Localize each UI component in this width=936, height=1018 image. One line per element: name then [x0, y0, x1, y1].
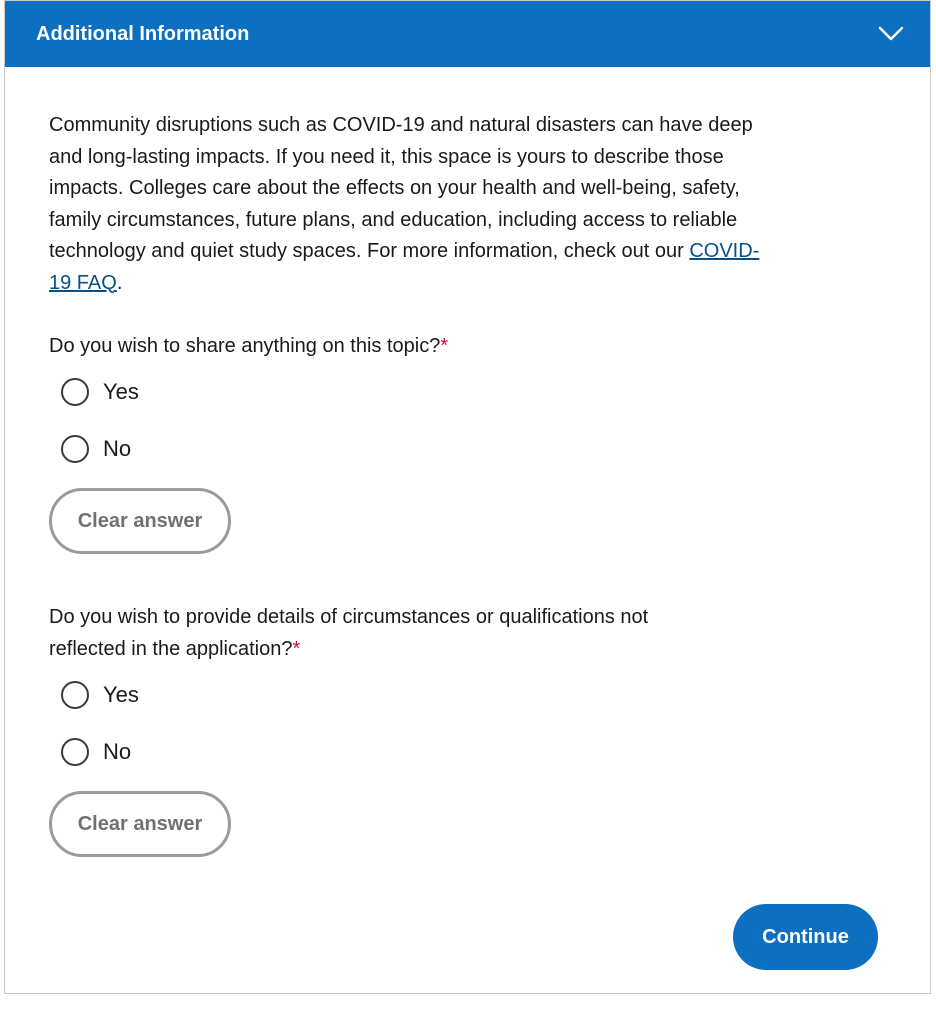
intro-text-end: . [116, 271, 123, 294]
radio-option-share-no[interactable] [61, 435, 131, 463]
intro-paragraph [49, 110, 779, 299]
intro-text: Community disruptions such as COVID-19 and natural disasters can have deep and long-lasting impacts. If you need it, this space is yours to describe those impacts. Colleges care about the effects on your health and well-being, safety, family circumstances, future plans, and education, including access to reliable technology and quiet study spaces. For more information, check out our [49, 114, 753, 262]
radio-button[interactable] [61, 378, 89, 406]
question-text: Do you wish to provide details of circumstances or qualifications not reflected in the application? [49, 606, 649, 660]
radio-option-circumstances-yes[interactable] [61, 681, 139, 709]
section-title: Additional Information [36, 22, 250, 45]
chevron-down-icon[interactable] [878, 26, 904, 42]
clear-answer-button[interactable]: Clear answer [49, 488, 231, 554]
required-asterisk: * [292, 637, 301, 660]
question-share-topic [49, 331, 749, 363]
radio-label: No [103, 436, 132, 461]
radio-label: No [103, 739, 132, 764]
covid-faq-link[interactable]: COVID-19 FAQ [49, 240, 760, 294]
radio-option-share-yes[interactable] [61, 378, 139, 406]
clear-answer-button[interactable]: Clear answer [49, 791, 231, 857]
question-circumstances [49, 602, 709, 665]
radio-button[interactable] [61, 435, 89, 463]
continue-button[interactable]: Continue [733, 904, 878, 970]
radio-button[interactable] [61, 738, 89, 766]
radio-option-circumstances-no[interactable] [61, 738, 131, 766]
radio-label: Yes [103, 379, 139, 404]
radio-label: Yes [103, 682, 139, 707]
section-header[interactable] [5, 1, 930, 67]
intro-section [49, 110, 779, 299]
radio-button[interactable] [61, 681, 89, 709]
required-asterisk: * [440, 335, 449, 357]
question-text: Do you wish to share anything on this topic? [49, 335, 441, 357]
